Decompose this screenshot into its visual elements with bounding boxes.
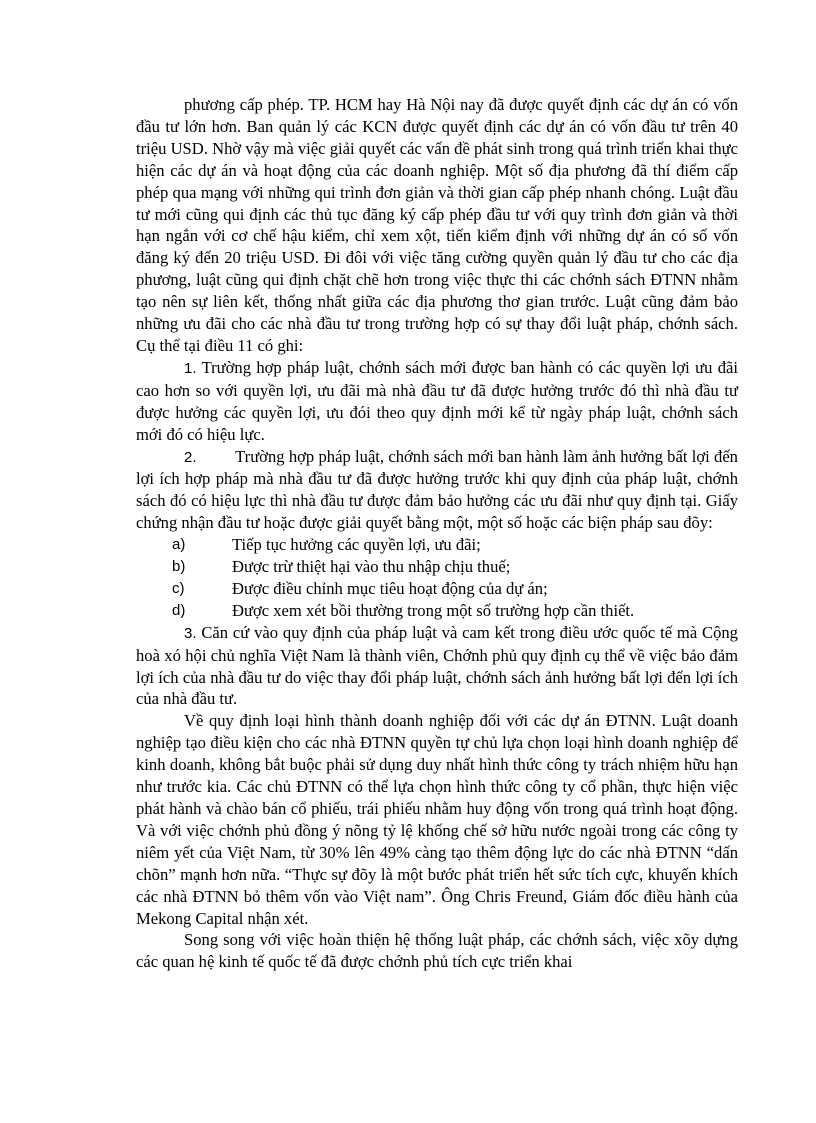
list-item <box>136 600 738 622</box>
document-page <box>136 94 738 973</box>
list-item <box>136 578 738 600</box>
numbered-clause-2 <box>136 446 738 535</box>
clause-number-2: 2. <box>184 448 197 466</box>
list-item <box>136 534 738 556</box>
clause-text-3: Căn cứ vào quy định của pháp luật và cam kết trong điều ước quốc tế mà Cộng hoà xó hội chủ nghĩa Việt Nam là thành viên, Chớnh phủ quy định cụ thể về việc bảo đảm lợi ích của nhà đầu tư do việc thay đổi pháp luật, chớnh sách ảnh hưởng bất lợi đến lợi ích của nhà đầu tư. <box>136 622 738 709</box>
paragraph-closing: Song song với việc hoàn thiện hệ thống luật pháp, các chớnh sách, việc xõy dựng các quan hệ kinh tế quốc tế đã được chớnh phủ tích cực triển khai <box>136 930 738 972</box>
list-item-text: Được trừ thiệt hại vào thu nhập chịu thuế; <box>232 557 511 577</box>
paragraph-enterprise-types: Về quy định loại hình thành doanh nghiệp đối với các dự án ĐTNN. Luật doanh nghiệp tạo điều kiện cho các nhà ĐTNN quyền tự chủ lựa chọn loại hình doanh nghiệp để kinh doanh, không bắt buộc phải sử dụng duy nhất hình thức công ty trách nhiệm hữu hạn như trước kia. Các chủ ĐTNN có thể lựa chọn hình thức công ty cổ phần, thực hiện việc phát hành và chào bán cổ phiếu, trái phiếu nhằm huy động vốn trong quá trình hoạt động. Và với việc chớnh phủ đồng ý nõng tỷ lệ khống chế sở hữu nước ngoài trong các công ty niêm yết của Việt Nam, từ 30% lên 49% càng tạo thêm động lực do các nhà ĐTNN “dấn chõn” mạnh hơn nữa. “Thực sự đõy là một bước phát triển hết sức tích cực, khuyến khích các nhà ĐTNN bỏ thêm vốn vào Việt nam”. Ông Chris Freund, Giám đốc điều hành của Mekong Capital nhận xét. <box>136 711 738 928</box>
clause-number-3: 3. <box>184 624 197 642</box>
list-item-label: b) <box>172 558 186 576</box>
list-item-text: Được điều chỉnh mục tiêu hoạt động của dự án; <box>232 578 548 598</box>
numbered-clause-1 <box>136 357 738 446</box>
list-item-text: Tiếp tục hưởng các quyền lợi, ưu đãi; <box>232 535 481 555</box>
list-item-text: Được xem xét bồi thường trong một số trường hợp cần thiết. <box>232 600 635 620</box>
list-item-label: c) <box>172 579 185 597</box>
list-item-label: d) <box>172 601 186 619</box>
clause-text-2: Trường hợp pháp luật, chớnh sách mới ban hành làm ảnh hưởng bất lợi đến lợi ích hợp pháp mà nhà đầu tư đã được hưởng trước khi quy định của pháp luật, chớnh sách đó có hiệu lực thì nhà đầu tư được đảm bảo hưởng các ưu đãi như quy định tại. Giấy chứng nhận đầu tư hoặc được giải quyết bằng một, một số hoặc các biện pháp sau đõy: <box>136 446 738 533</box>
list-item <box>136 556 738 578</box>
clause-number-1: 1. <box>184 359 197 377</box>
numbered-clause-3 <box>136 622 738 711</box>
list-item-label: a) <box>172 536 186 554</box>
paragraph-intro: phương cấp phép. TP. HCM hay Hà Nội nay đã được quyết định các dự án có vốn đầu tư lớn hơn. Ban quản lý các KCN được quyết định các dự án có vốn đầu tư trên 40 triệu USD. Nhờ vậy mà việc giải quyết các vấn đề phát sinh trong quá trình triển khai thực hiện các dự án và hoạt động của các doanh nghiệp. Một số địa phương đã thí điểm cấp phép qua mạng với những qui trình đơn giản và thời gian cấp phép nhanh chóng. Luật đầu tư mới cũng qui định các thủ tục đăng ký cấp phép đầu tư với quy trình đơn giản và thời hạn ngắn với cơ chế hậu kiểm, chỉ xem xột, tiến kiểm định với những dự án có số vốn đăng ký đến 20 triệu USD. Đi đôi với việc tăng cường quyền quản lý đầu tư cho các địa phương, luật cũng qui định chặt chẽ hơn trong việc thực thi các chớnh sách ĐTNN nhằm tạo nên sự liên kết, thống nhất giữa các địa phương thơ gian trước. Luật cũng đảm bảo những ưu đãi cho các nhà đầu tư trong trường hợp có sự thay đổi luật pháp, chớnh sách. Cụ thể tại điều 11 có ghi: <box>136 95 738 355</box>
clause-text-1: Trường hợp pháp luật, chớnh sách mới được ban hành có các quyền lợi ưu đãi cao hơn so với quyền lợi, ưu đãi mà nhà đầu tư đã được hưởng trước đó thì nhà đầu tư được hưởng các quyền lợi, ưu đói theo quy định mới kể từ ngày pháp luật, chớnh sách mới đó có hiệu lực. <box>136 357 738 444</box>
